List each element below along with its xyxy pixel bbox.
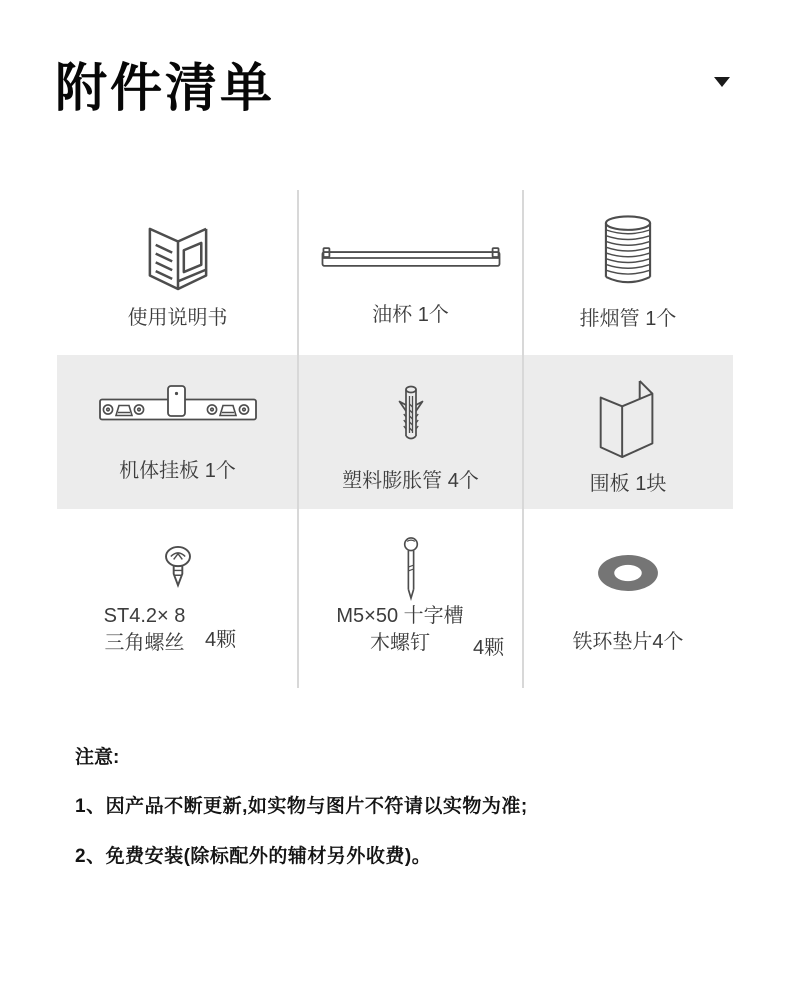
item-label-line2: 木螺钉 [370, 632, 430, 654]
item-washer [523, 509, 733, 688]
item-label: 机体挂板 1个 [119, 460, 236, 482]
item-quantity: 4颗 [205, 629, 237, 651]
item-label: 排烟管 1个 [579, 308, 677, 330]
triangle-screw-icon [163, 546, 193, 592]
item-expansion-anchor [298, 355, 523, 509]
item-oil-cup [298, 190, 523, 355]
item-label: 铁环垫片4个 [572, 631, 684, 653]
note-line-1: 1、因产品不断更新,如实物与图片不符请以实物为准; [75, 796, 528, 817]
item-mounting-plate [57, 355, 298, 509]
item-label [298, 603, 502, 657]
item-surround-board [523, 355, 733, 509]
item-label: 围板 1块 [589, 473, 667, 495]
surround-board-icon [599, 379, 657, 459]
item-label-line1: ST4.2× 8 [103, 605, 186, 627]
item-user-manual [57, 190, 298, 355]
accessory-grid [57, 190, 733, 688]
manual-icon [146, 224, 210, 292]
washer-icon [596, 554, 660, 592]
item-exhaust-duct [523, 190, 733, 355]
collapse-arrow-icon[interactable] [714, 77, 730, 87]
notes-heading: 注意: [75, 747, 120, 768]
oil-cup-icon [321, 246, 501, 268]
page-title: 附件清单 [55, 60, 276, 118]
mounting-plate-icon [99, 385, 257, 421]
item-label-line2: 三角螺丝 [104, 632, 185, 654]
expansion-anchor-icon [398, 384, 424, 442]
note-line-2: 2、免费安装(除标配外的辅材另外收费)。 [75, 846, 432, 867]
exhaust-duct-icon [604, 214, 652, 288]
item-label: 油杯 1个 [372, 304, 449, 326]
item-wood-screw [298, 509, 523, 688]
item-quantity: 4颗 [473, 637, 505, 659]
notes-section [75, 742, 735, 891]
item-triangle-screw [57, 509, 298, 688]
item-label-line1: M5×50 十字槽 [336, 605, 464, 627]
wood-screw-icon [402, 537, 420, 601]
item-label: 使用说明书 [127, 307, 228, 329]
item-label: 塑料膨胀管 4个 [342, 470, 479, 492]
